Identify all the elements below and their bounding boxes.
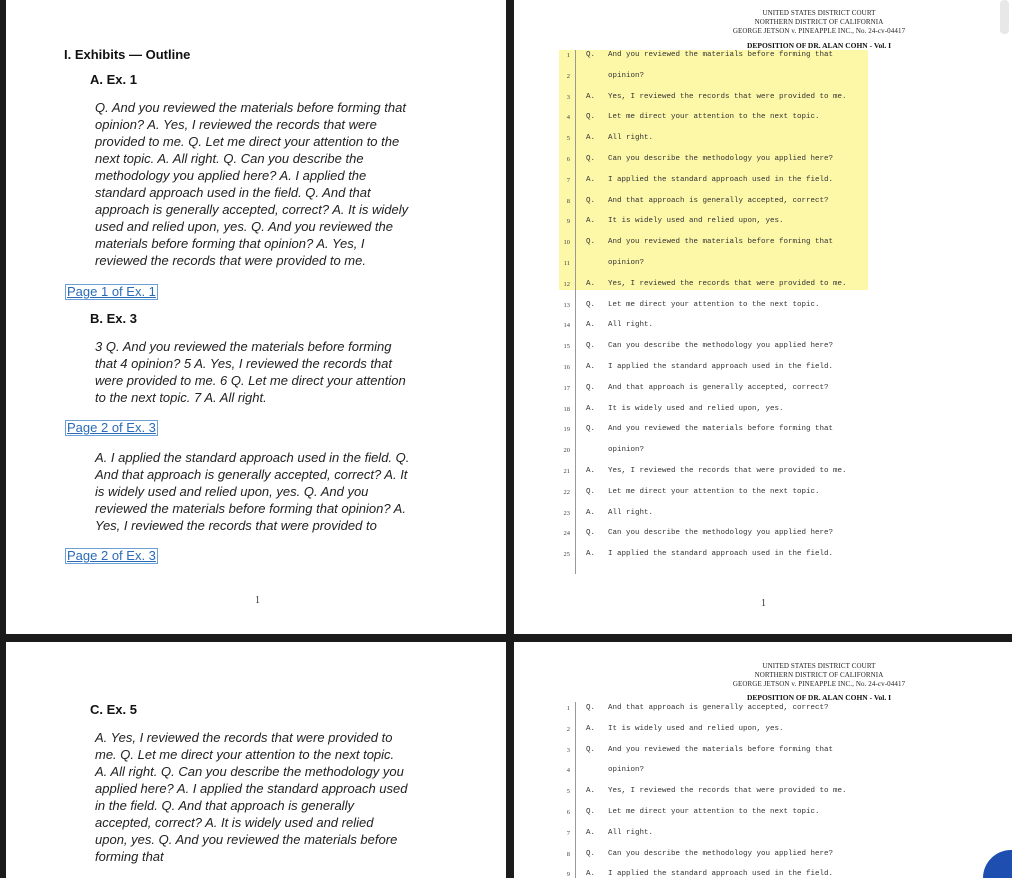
page-link-ex3-first[interactable]: Page 2 of Ex. 3 (67, 420, 156, 435)
line-text: Yes, I reviewed the records that were provided to me. (608, 467, 847, 475)
excerpt-line: next topic. A. All right. Q. Can you describe the (95, 151, 364, 166)
line-text: And you reviewed the materials before forming that (608, 51, 834, 59)
speaker-label: Q. (586, 51, 596, 59)
line-number: 8 (566, 850, 570, 858)
excerpt-line: to the next topic. 7 A. All right. (95, 390, 267, 405)
excerpt-ex3-a (95, 338, 425, 406)
transcript-line (514, 258, 1012, 272)
line-text: I applied the standard approach used in the field. (608, 363, 834, 371)
transcript-line (514, 237, 1012, 251)
speaker-label: Q. (586, 808, 596, 816)
speaker-label: Q. (586, 383, 596, 392)
speaker-label: A. (586, 404, 596, 413)
speaker-label: Q. (586, 745, 596, 754)
excerpt-line: applied here? A. I applied the standard approach used (95, 781, 408, 796)
line-text: And you reviewed the materials before forming that (608, 238, 834, 247)
excerpt-line: were provided to me. 6 Q. Let me direct your attention (95, 373, 406, 388)
transcript-line (514, 362, 1012, 376)
line-number: 1 (566, 705, 570, 712)
page-number: 1 (761, 598, 766, 609)
line-number: 3 (566, 93, 570, 101)
speaker-label: A. (586, 467, 596, 475)
line-text: It is widely used and relied upon, yes. (608, 217, 784, 226)
excerpt-line: Q. And you reviewed the materials before forming that (95, 100, 406, 115)
speaker-label: A. (586, 508, 596, 517)
section-heading-ex1: A. Ex. 1 (90, 72, 137, 87)
line-number: 16 (563, 364, 570, 371)
page-link-ex3-second[interactable]: Page 2 of Ex. 3 (67, 548, 156, 563)
excerpt-line: 3 Q. And you reviewed the materials before forming (95, 339, 392, 354)
excerpt-line: in the field. Q. And that approach is generally (95, 798, 354, 813)
transcript-line (514, 745, 1012, 759)
line-number: 21 (563, 468, 570, 475)
line-number: 12 (563, 280, 570, 288)
highlight-region (559, 50, 868, 290)
line-text: All right. (608, 134, 654, 143)
transcript-line (514, 869, 1012, 878)
speaker-label: A. (586, 787, 596, 796)
line-number: 5 (566, 135, 570, 143)
line-number: 5 (566, 788, 570, 796)
line-number: 9 (566, 871, 570, 878)
case-caption: GEORGE JETSON v. PINEAPPLE INC., No. 24-cv-04417 (732, 680, 906, 688)
speaker-label: Q. (586, 704, 596, 712)
transcript-line (514, 112, 1012, 126)
excerpt-line: materials before forming that opinion? A. Yes, I (95, 236, 365, 251)
speaker-label: A. (586, 828, 596, 837)
line-number: 7 (566, 176, 570, 184)
line-number: 22 (563, 488, 570, 496)
speaker-label: Q. (586, 113, 596, 122)
speaker-label: Q. (586, 238, 596, 247)
transcript-page-1 (514, 0, 1012, 634)
line-number: 9 (566, 218, 570, 226)
transcript-line (514, 216, 1012, 230)
line-text: Yes, I reviewed the records that were provided to me. (608, 279, 847, 288)
line-number: 6 (566, 809, 570, 816)
transcript-line (514, 445, 1012, 459)
transcript-line (514, 71, 1012, 85)
speaker-label: Q. (586, 155, 596, 163)
line-text: Can you describe the methodology you applied here? (608, 342, 834, 351)
speaker-label: A. (586, 217, 596, 226)
line-text: All right. (608, 828, 654, 837)
line-text: And that approach is generally accepted, correct? (608, 196, 829, 205)
excerpt-line: reviewed the materials before forming that opinion? A. (95, 501, 406, 516)
speaker-label: A. (586, 134, 596, 143)
line-number: 18 (563, 405, 570, 413)
line-number: 2 (566, 72, 570, 80)
line-text: I applied the standard approach used in the field. (608, 175, 834, 184)
line-text: All right. (608, 508, 654, 517)
line-text: And that approach is generally accepted, correct? (608, 383, 829, 392)
transcript-line (514, 404, 1012, 418)
excerpt-line: And that approach is generally accepted, correct? A. It (95, 467, 408, 482)
line-number: 17 (563, 384, 570, 392)
line-text: And you reviewed the materials before forming that (608, 745, 834, 754)
district-name: NORTHERN DISTRICT OF CALIFORNIA (754, 671, 884, 679)
speaker-label: A. (586, 175, 596, 184)
excerpt-line: methodology you applied here? A. I applied the (95, 168, 367, 183)
transcript-line (514, 487, 1012, 501)
speaker-label: A. (586, 363, 596, 371)
transcript-line (514, 175, 1012, 189)
transcript-line (514, 466, 1012, 480)
line-number: 15 (563, 343, 570, 351)
line-number: 7 (566, 829, 570, 837)
district-name: NORTHERN DISTRICT OF CALIFORNIA (754, 18, 884, 26)
transcript-line (514, 724, 1012, 738)
line-number: 4 (566, 114, 570, 122)
transcript-line (514, 154, 1012, 168)
line-text: opinion? (608, 259, 645, 267)
line-number: 24 (563, 530, 570, 538)
excerpt-line: me. Q. Let me direct your attention to the next topic. (95, 747, 395, 762)
line-text: Let me direct your attention to the next topic. (608, 300, 820, 309)
speaker-label: Q. (586, 487, 596, 496)
speaker-label: Q. (586, 849, 596, 858)
excerpt-line: Yes, I reviewed the records that were provided to (95, 518, 377, 533)
line-text: Let me direct your attention to the next topic. (608, 113, 820, 122)
line-text: Let me direct your attention to the next topic. (608, 487, 820, 496)
line-number: 4 (566, 767, 570, 775)
transcript-line (514, 528, 1012, 542)
line-text: It is widely used and relied upon, yes. (608, 724, 784, 733)
line-number: 3 (566, 746, 570, 754)
line-text: Can you describe the methodology you applied here? (608, 155, 834, 163)
transcript-line (514, 92, 1012, 106)
line-text: opinion? (608, 766, 645, 775)
transcript-line (514, 424, 1012, 438)
transcript-line (514, 828, 1012, 842)
excerpt-ex5 (95, 729, 425, 865)
speaker-label: A. (586, 724, 596, 733)
speaker-label: Q. (586, 342, 596, 351)
excerpt-line: opinion? A. Yes, I reviewed the records that were (95, 117, 377, 132)
vertical-scrollbar[interactable] (1000, 0, 1009, 34)
line-text: It is widely used and relied upon, yes. (608, 404, 784, 413)
line-text: Can you describe the methodology you applied here? (608, 529, 834, 538)
court-name: UNITED STATES DISTRICT COURT (762, 9, 876, 17)
line-number: 14 (563, 322, 570, 330)
section-heading-ex5: C. Ex. 5 (90, 702, 137, 717)
excerpt-line: A. All right. Q. Can you describe the methodology you (95, 764, 404, 779)
line-number: 2 (566, 725, 570, 733)
transcript-line (514, 279, 1012, 293)
line-text: opinion? (608, 446, 645, 455)
line-text: Can you describe the methodology you applied here? (608, 849, 834, 858)
transcript-line (514, 133, 1012, 147)
excerpt-line: reviewed the records that were provided to me. (95, 253, 366, 268)
excerpt-line: A. Yes, I reviewed the records that were provided to (95, 730, 393, 745)
page-number: 1 (255, 595, 260, 606)
excerpt-line: standard approach used in the field. Q. And that (95, 185, 371, 200)
line-number: 20 (563, 447, 570, 455)
line-number: 8 (566, 197, 570, 205)
excerpt-line: provided to me. Q. Let me direct your attention to the (95, 134, 400, 149)
excerpt-line: upon, yes. Q. And you reviewed the materials before (95, 832, 398, 847)
transcript-line (514, 703, 1012, 717)
excerpt-line: is widely used and relied upon, yes. Q. And you (95, 484, 369, 499)
line-number: 6 (566, 156, 570, 163)
transcript-line (514, 50, 1012, 64)
excerpt-ex3-b (95, 449, 425, 534)
line-text: Yes, I reviewed the records that were provided to me. (608, 787, 847, 796)
line-text: And that approach is generally accepted, correct? (608, 704, 829, 712)
line-number: 25 (563, 551, 570, 559)
page-link-ex1[interactable]: Page 1 of Ex. 1 (67, 284, 156, 299)
transcript-header (664, 9, 974, 36)
case-caption: GEORGE JETSON v. PINEAPPLE INC., No. 24-cv-04417 (732, 27, 906, 35)
excerpt-ex1 (95, 99, 425, 269)
line-text: All right. (608, 321, 654, 330)
excerpt-line: A. I applied the standard approach used in the field. Q. (95, 450, 410, 465)
line-number: 11 (563, 260, 570, 267)
deposition-title: DEPOSITION OF DR. ALAN COHN - Vol. I (746, 693, 892, 702)
transcript-header (664, 662, 974, 689)
transcript-line (514, 196, 1012, 210)
speaker-label: Q. (586, 300, 596, 309)
transcript-page-2 (514, 642, 1012, 878)
outline-page-2 (6, 642, 506, 878)
transcript-line (514, 786, 1012, 800)
line-text: opinion? (608, 71, 645, 80)
excerpt-line: forming that (95, 849, 164, 864)
excerpt-line: that 4 opinion? 5 A. Yes, I reviewed the records that (95, 356, 393, 371)
transcript-line (514, 765, 1012, 779)
speaker-label: Q. (586, 196, 596, 205)
speaker-label: A. (586, 279, 596, 288)
excerpt-line: accepted, correct? A. It is widely used and relied (95, 815, 374, 830)
line-number: 13 (563, 301, 570, 309)
line-number: 19 (563, 426, 570, 434)
speaker-label: A. (586, 321, 596, 330)
speaker-label: A. (586, 870, 596, 878)
speaker-label: Q. (586, 425, 596, 434)
line-text: I applied the standard approach used in the field. (608, 550, 834, 559)
line-number: 10 (563, 239, 570, 247)
transcript-line (514, 849, 1012, 863)
line-text: And you reviewed the materials before forming that (608, 425, 834, 434)
transcript-line (514, 508, 1012, 522)
transcript-line (514, 383, 1012, 397)
line-text: I applied the standard approach used in the field. (608, 870, 834, 878)
excerpt-line: used and relied upon, yes. Q. And you reviewed the (95, 219, 393, 234)
outline-title: I. Exhibits — Outline (64, 47, 191, 62)
transcript-line (514, 549, 1012, 563)
line-text: Yes, I reviewed the records that were provided to me. (608, 92, 847, 101)
line-number: 1 (566, 52, 570, 59)
transcript-line (514, 300, 1012, 314)
line-number: 23 (563, 509, 570, 517)
speaker-label: A. (586, 550, 596, 559)
speaker-label: Q. (586, 529, 596, 538)
section-heading-ex3: B. Ex. 3 (90, 311, 137, 326)
transcript-line (514, 807, 1012, 821)
court-name: UNITED STATES DISTRICT COURT (762, 662, 876, 670)
transcript-line (514, 341, 1012, 355)
outline-page-1 (6, 0, 506, 634)
line-text: Let me direct your attention to the next topic. (608, 808, 820, 816)
transcript-line (514, 320, 1012, 334)
speaker-label: A. (586, 92, 596, 101)
deposition-title: DEPOSITION OF DR. ALAN COHN - Vol. I (746, 41, 892, 50)
excerpt-line: approach is generally accepted, correct? A. It is widely (95, 202, 409, 217)
